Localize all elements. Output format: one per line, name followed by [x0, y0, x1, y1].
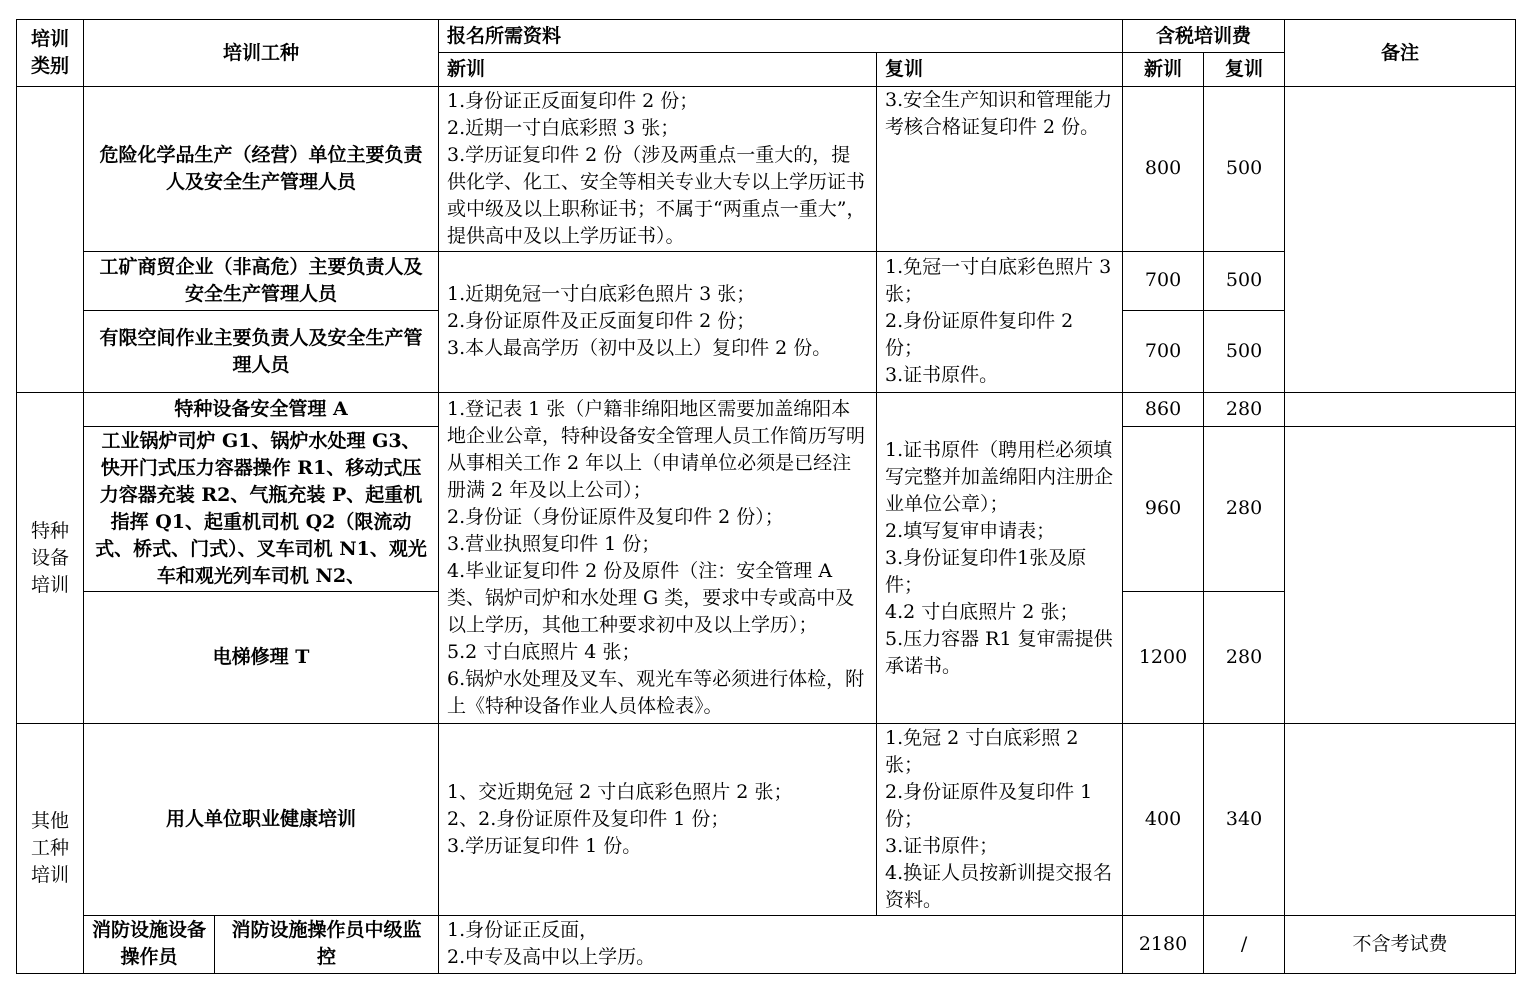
fee-new-boiler-pressure-lifting: 960: [1123, 427, 1204, 592]
job-hazardous-chemicals: 危险化学品生产（经营）单位主要负责人及安全生产管理人员: [84, 87, 439, 252]
header-remarks: 备注: [1285, 20, 1516, 87]
refresh-materials-shared-section1: 1.免冠一寸白底彩色照片 3 张； 2.身份证原件复印件 2 份； 3.证书原件。: [877, 251, 1123, 392]
fee-refresh-industrial-commercial: 500: [1204, 251, 1285, 310]
fee-refresh-confined-space: 500: [1204, 310, 1285, 392]
remarks-special-equipment-management: [1285, 393, 1516, 427]
fee-new-fire-operator: 2180: [1123, 915, 1204, 973]
refresh-materials-hazardous-chemicals: 3.安全生产知识和管理能力考核合格证复印件 2 份。: [877, 87, 1123, 252]
new-materials-shared-section1: 1.近期免冠一寸白底彩色照片 3 张； 2.身份证原件及正反面复印件 2 份； 3.本人最高学历（初中及以上）复印件 2 份。: [439, 251, 877, 392]
job-industrial-commercial: 工矿商贸企业（非高危）主要负责人及安全生产管理人员: [84, 251, 439, 310]
header-materials: 报名所需资料: [439, 20, 1123, 53]
training-fee-table: [16, 19, 1516, 974]
job-elevator-repair: 电梯修理 T: [84, 591, 439, 723]
header-fee: 含税培训费: [1123, 20, 1285, 53]
remarks-boiler-elevator: [1285, 427, 1516, 724]
fee-refresh-boiler-pressure-lifting: 280: [1204, 427, 1285, 592]
remarks-fire-operator: 不含考试费: [1285, 915, 1516, 973]
category-other-training: 其他 工种 培训: [17, 724, 84, 974]
category-special-equipment: 特种 设备 培训: [17, 393, 84, 724]
new-materials-hazardous-chemicals: 1.身份证正反面复印件 2 份； 2.近期一寸白底彩照 3 张； 3.学历证复印件 2 份（涉及两重点一重大的，提供化学、化工、安全等相关专业大专以上学历证书或中级及以上职称证书；不属于“两重点一重大”，提供高中及以上学历证书）。: [439, 87, 877, 252]
header-materials-refresh: 复训: [877, 53, 1123, 87]
header-fee-new: 新训: [1123, 53, 1204, 87]
fee-new-hazardous-chemicals: 800: [1123, 87, 1204, 252]
job-boiler-pressure-lifting: 工业锅炉司炉 G1、锅炉水处理 G3、快开门式压力容器操作 R1、移动式压力容器充装 R2、气瓶充装 P、起重机指挥 Q1、起重机司机 Q2（限流动式、桥式、门式）、叉车司机 N1、观光车和观光列车司机 N2、: [84, 427, 439, 592]
header-fee-refresh: 复训: [1204, 53, 1285, 87]
refresh-materials-special-equipment: 1.证书原件（聘用栏必须填写完整并加盖绵阳内注册企业单位公章）； 2.填写复审申请表； 3.身份证复印件1张及原件； 4.2 寸白底照片 2 张； 5.压力容器 R1 复审需提供承诺书。: [877, 393, 1123, 724]
fee-new-industrial-commercial: 700: [1123, 251, 1204, 310]
header-materials-new: 新训: [439, 53, 877, 87]
new-materials-occupational-health: 1、交近期免冠 2 寸白底彩色照片 2 张； 2、2.身份证原件及复印件 1 份； 3.学历证复印件 1 份。: [439, 724, 877, 916]
fee-refresh-elevator-repair: 280: [1204, 591, 1285, 723]
fee-refresh-special-equipment-management: 280: [1204, 393, 1285, 427]
fee-new-special-equipment-management: 860: [1123, 393, 1204, 427]
remarks-cell-section1: [1285, 87, 1516, 393]
fee-refresh-hazardous-chemicals: 500: [1204, 87, 1285, 252]
refresh-materials-occupational-health: 1.免冠 2 寸白底彩照 2 张； 2.身份证原件及复印件 1 份； 3.证书原件； 4.换证人员按新训提交报名资料。: [877, 724, 1123, 916]
fee-refresh-fire-operator: /: [1204, 915, 1285, 973]
fee-new-elevator-repair: 1200: [1123, 591, 1204, 723]
header-category: 培训 类别: [17, 20, 84, 87]
job-special-equipment-management: 特种设备安全管理 A: [84, 393, 439, 427]
job-confined-space: 有限空间作业主要负责人及安全生产管理人员: [84, 310, 439, 392]
job-occupational-health: 用人单位职业健康培训: [84, 724, 439, 916]
header-job-type: 培训工种: [84, 20, 439, 87]
fee-new-confined-space: 700: [1123, 310, 1204, 392]
fee-refresh-occupational-health: 340: [1204, 724, 1285, 916]
fee-new-occupational-health: 400: [1123, 724, 1204, 916]
job-fire-operator-intermediate: 消防设施操作员中级监控: [215, 915, 439, 973]
remarks-occupational-health: [1285, 724, 1516, 916]
category-cell-1: [17, 87, 84, 393]
materials-fire-operator: 1.身份证正反面， 2.中专及高中以上学历。: [439, 915, 1123, 973]
new-materials-special-equipment: 1.登记表 1 张（户籍非绵阳地区需要加盖绵阳本地企业公章，特种设备安全管理人员工作简历写明从事相关工作 2 年以上（申请单位必须是已经注册满 2 年及以上公司）； 2.身份证（身份证原件及复印件 2 份）； 3.营业执照复印件 1 份； 4.毕业证复印件 2 份及原件（注：安全管理 A 类、锅炉司炉和水处理 G 类，要求中专或高中及以上学历，其他工种要求初中及以上学历）； 5.2 寸白底照片 4 张； 6.锅炉水处理及叉车、观光车等必须进行体检，附上《特种设备作业人员体检表》。: [439, 393, 877, 724]
job-fire-equipment-operator: 消防设施设备操作员: [84, 915, 215, 973]
